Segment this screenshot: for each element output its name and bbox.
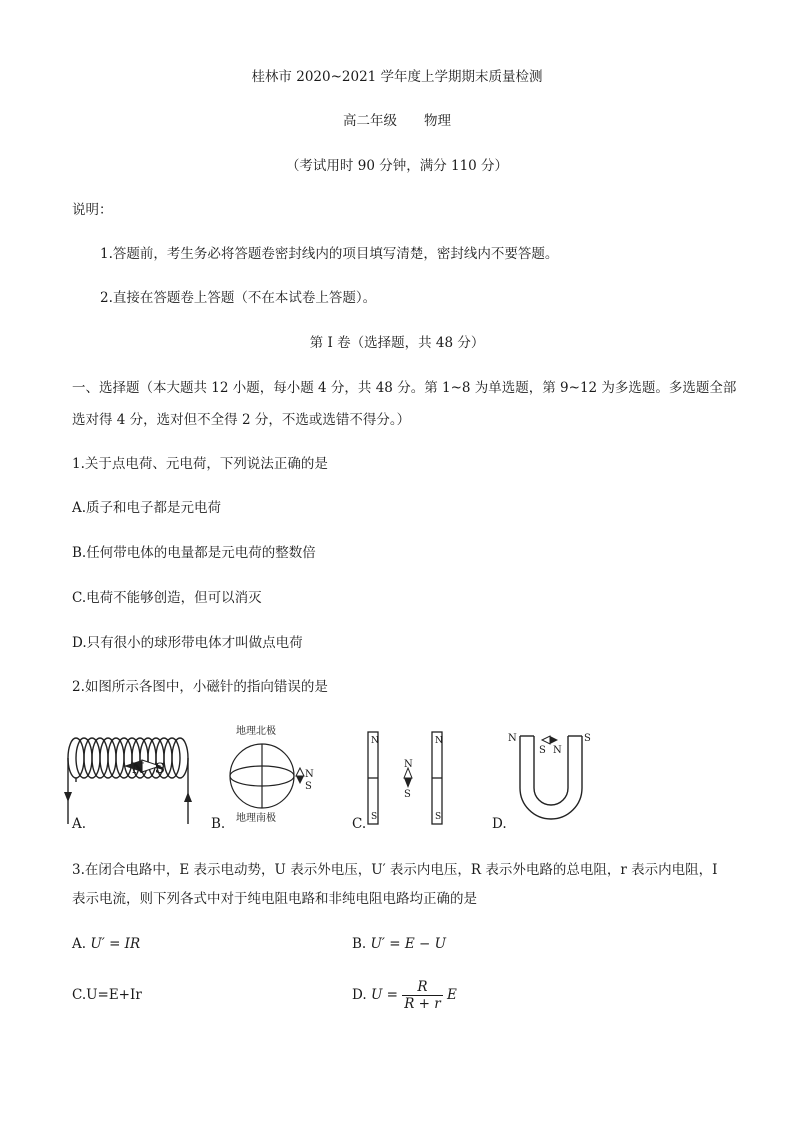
answer-option: D.只有很小的球形带电体才叫做点电荷 [72, 635, 303, 651]
needle-s-label: S [539, 745, 546, 756]
magnet-s-label: S [435, 812, 442, 822]
option-a-formula: U′ = IR [90, 936, 141, 952]
figure-b-globe [222, 724, 312, 824]
needle-n-label: N [132, 761, 145, 777]
option-a-prefix: A. [72, 936, 91, 952]
part-title: 第 I 卷（选择题，共 48 分） [309, 335, 485, 351]
exam-title: 桂林市 2020~2021 学年度上学期期末质量检测 [251, 69, 543, 85]
answer-option: A.质子和电子都是元电荷 [72, 500, 222, 516]
section-description: 一、选择题（本大题共 12 小题，每小题 4 分，共 48 分。第 1~8 为单选题，第 9~12 为多选题。多选题全部 [72, 380, 737, 396]
question-stem: 1.关于点电荷、元电荷，下列说法正确的是 [72, 456, 328, 472]
answer-option: B.任何带电体的电量都是元电荷的整数倍 [72, 545, 316, 561]
option-d-rhs: E [447, 987, 457, 1003]
instructions-heading: 说明： [72, 202, 113, 218]
answer-option-c: C.U=E+Ir [72, 987, 142, 1003]
section-description: 选对得 4 分，选对但不全得 2 分，不选或选错不得分。） [72, 412, 411, 428]
option-d-prefix: D. [352, 987, 371, 1003]
instruction-item: 2.直接在答题卷上答题（不在本试卷上答题）。 [100, 290, 377, 306]
fraction-numerator: R [402, 979, 443, 996]
magnet-n-label: N [435, 736, 443, 746]
figure-b-label: B. [211, 816, 226, 832]
exam-info: （考试用时 90 分钟，满分 110 分） [285, 158, 509, 174]
option-d-lhs: U = [370, 987, 398, 1003]
needle-s-label: S [404, 789, 411, 800]
geographic-south-label: 地理南极 [236, 813, 276, 824]
option-d-fraction [402, 979, 443, 1012]
magnet-s-label: S [371, 812, 378, 822]
answer-option: C.电荷不能够创造，但可以消灭 [72, 590, 262, 606]
answer-option-d [352, 975, 457, 1015]
figure-c-label: C. [352, 816, 367, 832]
needle-n-label: N [305, 769, 314, 780]
answer-option-a [72, 934, 140, 954]
question-stem: 表示电流，则下列各式中对于纯电阻电路和非纯电阻电路均正确的是 [72, 891, 477, 907]
needle-s-label: S [305, 781, 312, 792]
instruction-item: 1.答题前，考生务必将答题卷密封线内的项目填写清楚，密封线内不要答题。 [100, 246, 559, 262]
option-b-formula: U′ = E − U [370, 936, 446, 952]
grade-subject: 高二年级 物理 [343, 113, 451, 129]
option-b-prefix: B. [352, 936, 371, 952]
answer-option-b [352, 934, 446, 954]
magnet-s-label: S [584, 733, 591, 744]
fraction-denominator: R + r [404, 996, 441, 1012]
needle-n-label: N [553, 745, 562, 756]
needle-n-label: N [404, 759, 413, 770]
figure-c-bar-magnets [362, 728, 452, 828]
needle-s-label: S [155, 761, 165, 777]
question-stem: 2.如图所示各图中，小磁针的指向错误的是 [72, 679, 328, 695]
geographic-north-label: 地理北极 [236, 726, 276, 737]
figure-d-u-magnet [506, 728, 596, 824]
question-stem: 3.在闭合电路中，E 表示电动势，U 表示外电压，U′ 表示内电压，R 表示外电路的总电阻，r 表示内电阻，I [72, 862, 718, 878]
magnet-n-label: N [371, 736, 379, 746]
magnet-n-label: N [508, 733, 517, 744]
figure-d-label: D. [492, 816, 507, 832]
figure-a-label: A. [72, 816, 87, 832]
